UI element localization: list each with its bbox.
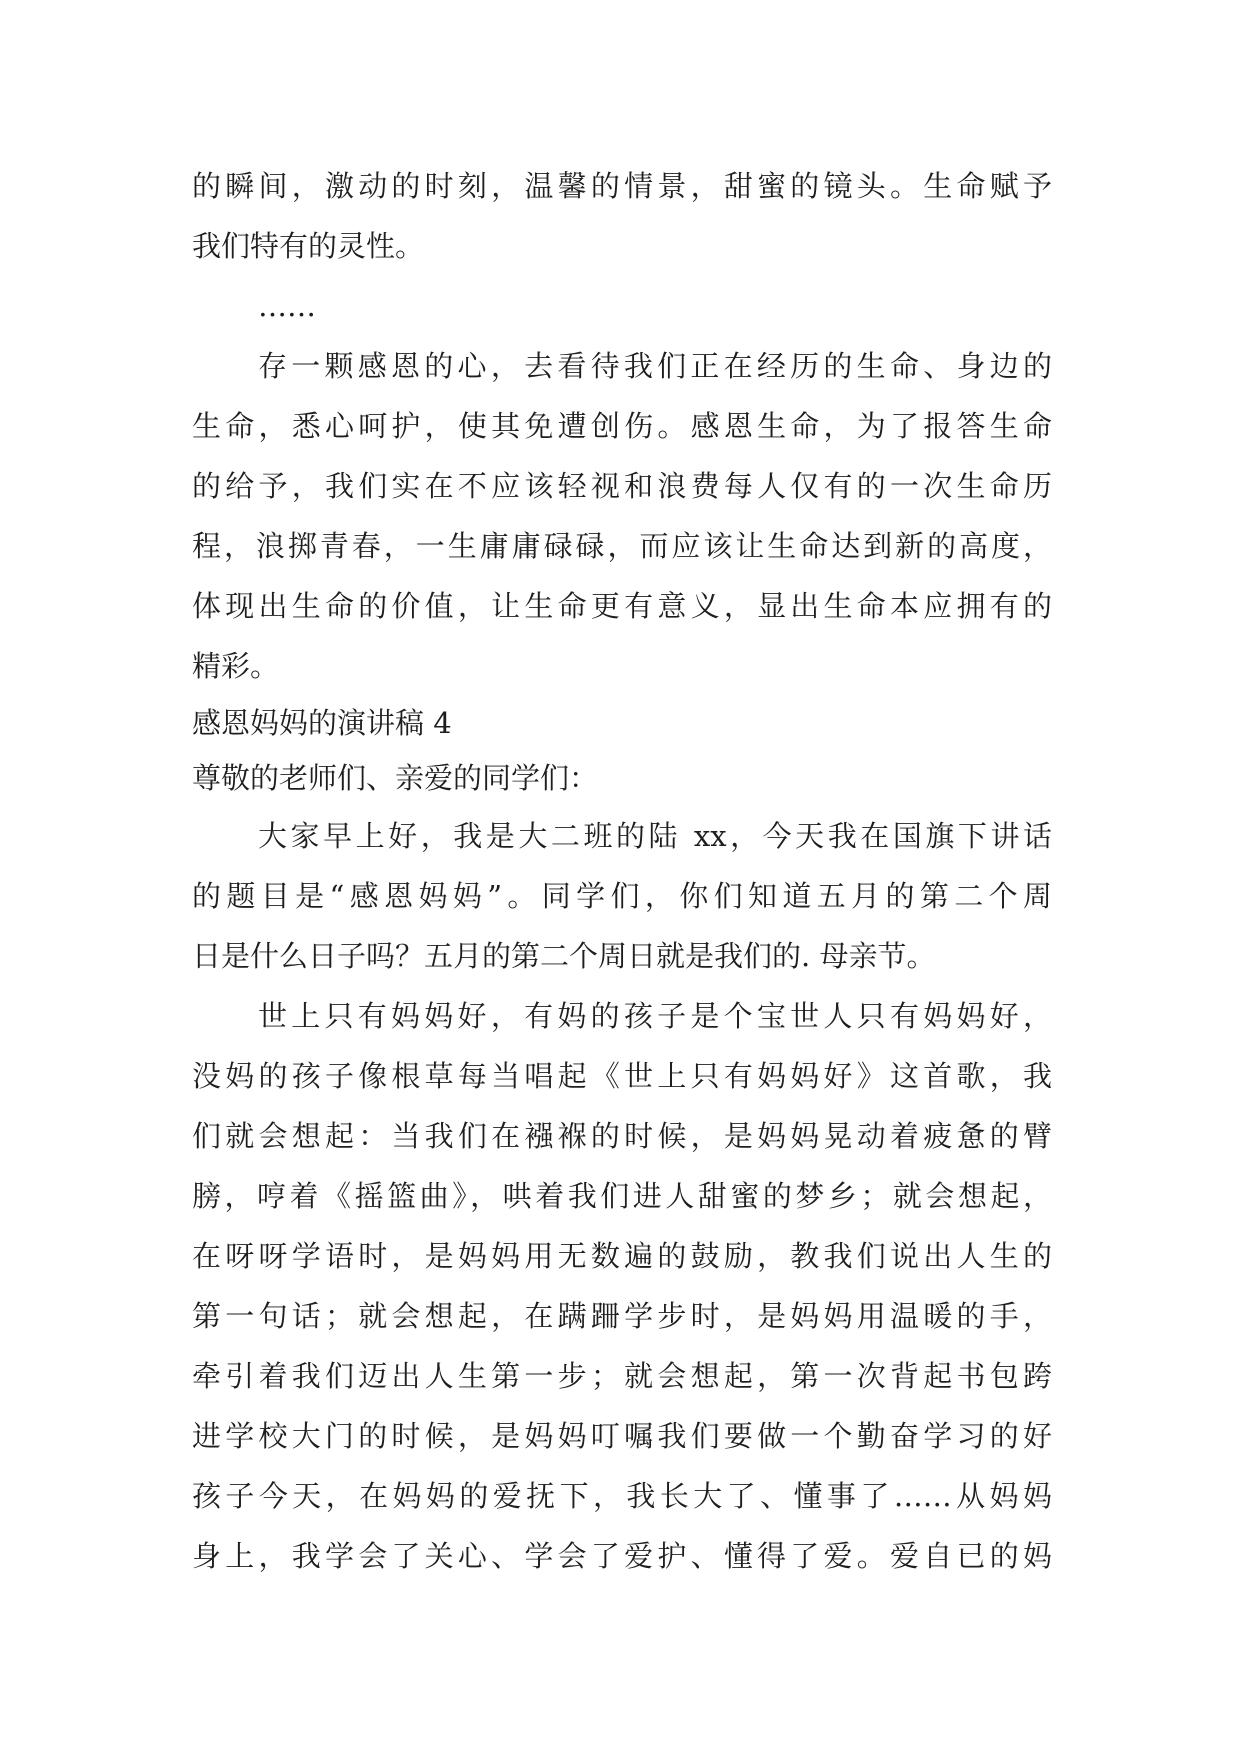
document-body: [192, 156, 1052, 1586]
text-line: 体现出生命的价值，让生命更有意义，显出生命本应拥有的: [192, 589, 1052, 623]
salutation: 尊敬的老师们、亲爱的同学们：: [192, 761, 599, 795]
text-line: 在呀呀学语时，是妈妈用无数遍的鼓励，教我们说出人生的: [192, 1239, 1052, 1273]
text-line: 们就会想起：当我们在襁褓的时候，是妈妈晃动着疲惫的臂: [192, 1119, 1052, 1153]
text-line: 孩子今天，在妈妈的爱抚下，我长大了、懂事了……从妈妈: [192, 1479, 1052, 1513]
text-line: 牵引着我们迈出人生第一步；就会想起，第一次背起书包跨: [192, 1359, 1052, 1393]
text-line: 存一颗感恩的心，去看待我们正在经历的生命、身边的: [258, 349, 1052, 383]
text-line: 的题目是“感恩妈妈”。同学们，你们知道五月的第二个周: [192, 879, 1052, 913]
text-line: 我们特有的灵性。: [192, 229, 425, 263]
text-line: 大家早上好，我是大二班的陆 xx，今天我在国旗下讲话: [258, 819, 1052, 853]
ellipsis-line: ……: [258, 289, 316, 323]
text-line: 的给予，我们实在不应该轻视和浪费每人仅有的一次生命历: [192, 469, 1052, 503]
text-line: 第一句话；就会想起，在蹒跚学步时，是妈妈用温暖的手，: [192, 1299, 1052, 1333]
text-line: 身上，我学会了关心、学会了爱护、懂得了爱。爱自已的妈: [192, 1539, 1052, 1573]
text-line: 没妈的孩子像根草每当唱起《世上只有妈妈好》这首歌，我: [192, 1059, 1052, 1093]
text-line: 的瞬间，激动的时刻，温馨的情景，甜蜜的镜头。生命赋予: [192, 169, 1052, 203]
text-line: 膀，哼着《摇篮曲》，哄着我们进人甜蜜的梦乡；就会想起，: [192, 1179, 1052, 1213]
text-line: 日是什么日子吗？五月的第二个周日就是我们的. 母亲节。: [192, 939, 936, 973]
text-line: 精彩。: [192, 649, 280, 683]
text-line: 进学校大门的时候，是妈妈叮嘱我们要做一个勤奋学习的好: [192, 1419, 1052, 1453]
text-line: 生命，悉心呵护，使其免遭创伤。感恩生命，为了报答生命: [192, 409, 1052, 443]
text-line: 程，浪掷青春，一生庸庸碌碌，而应该让生命达到新的高度，: [192, 529, 1052, 563]
text-line: 世上只有妈妈好，有妈的孩子是个宝世人只有妈妈好，: [258, 999, 1052, 1033]
section-title: 感恩妈妈的演讲稿 4: [192, 706, 452, 740]
